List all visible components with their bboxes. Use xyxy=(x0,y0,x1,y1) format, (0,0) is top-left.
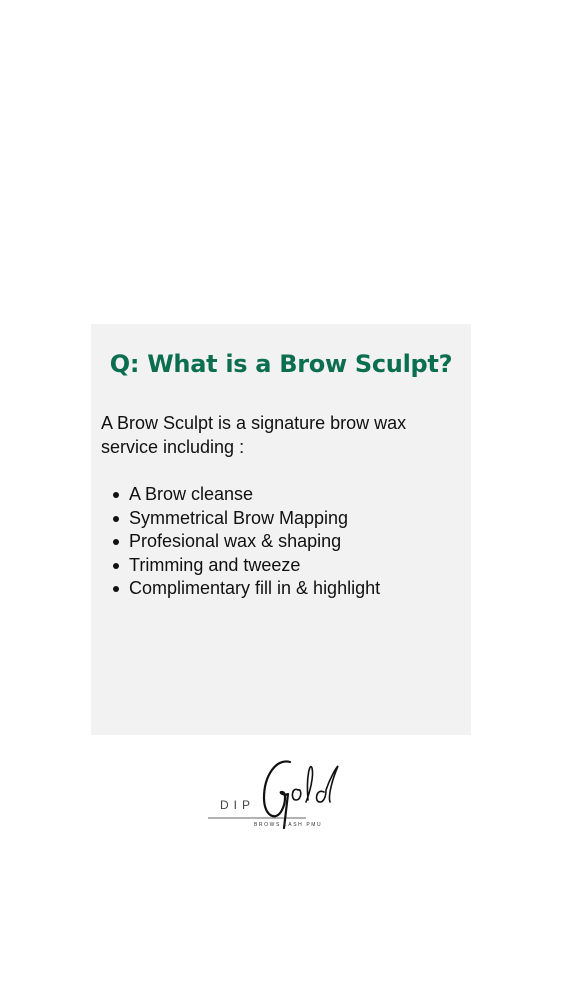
gold-script-logo-icon xyxy=(206,756,346,832)
logo-prefix: DIP xyxy=(220,798,256,812)
list-item: Complimentary fill in & highlight xyxy=(129,577,380,601)
brand-logo xyxy=(206,756,346,832)
service-list xyxy=(101,483,380,601)
list-item: Trimming and tweeze xyxy=(129,554,380,578)
list-item: A Brow cleanse xyxy=(129,483,380,507)
card-title: Q: What is a Brow Sculpt? xyxy=(109,350,453,378)
info-card xyxy=(91,324,471,735)
logo-tagline: BROWS LASH PMU xyxy=(254,822,323,828)
card-intro: A Brow Sculpt is a signature brow wax service including : xyxy=(101,413,407,457)
list-item: Profesional wax & shaping xyxy=(129,530,380,554)
list-item: Symmetrical Brow Mapping xyxy=(129,507,380,531)
